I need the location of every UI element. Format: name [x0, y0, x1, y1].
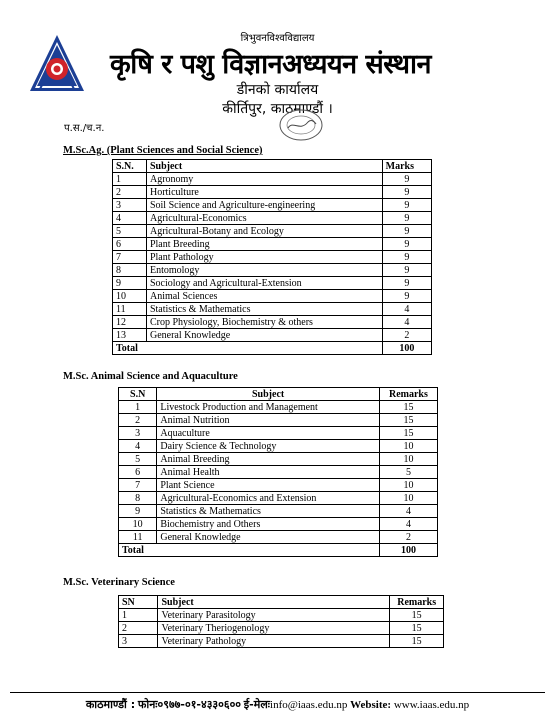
table-row	[119, 427, 438, 440]
sn-cell: 10	[113, 290, 147, 303]
sn-cell: 5	[119, 453, 157, 466]
sn-cell: 10	[119, 518, 157, 531]
subject-cell: Veterinary Pathology	[158, 635, 390, 648]
remarks-cell: 10	[379, 453, 437, 466]
marks-cell: 9	[382, 173, 431, 186]
sn-cell: 9	[119, 505, 157, 518]
office-name: डीनको कार्यालय	[236, 82, 319, 98]
table-row	[119, 453, 438, 466]
section-title: M.Sc.Ag. (Plant Sciences and Social Science)	[63, 145, 263, 156]
footer-phone: फोनः०९७७-०१-४३३०६००	[137, 698, 242, 711]
subject-cell: Agricultural-Economics	[146, 212, 382, 225]
subject-cell: Statistics & Mathematics	[157, 505, 380, 518]
table-row	[119, 466, 438, 479]
table-row	[119, 531, 438, 544]
table-row	[113, 277, 432, 290]
subject-cell: Agronomy	[146, 173, 382, 186]
table-row	[119, 492, 438, 505]
table-row	[113, 186, 432, 199]
column-header: Subject	[158, 596, 390, 609]
remarks-cell: 15	[390, 635, 444, 648]
sn-cell: 13	[113, 329, 147, 342]
sn-cell: 1	[113, 173, 147, 186]
subject-cell: Soil Science and Agriculture-engineering	[146, 199, 382, 212]
remarks-cell: 15	[390, 622, 444, 635]
subject-cell: Agricultural-Botany and Ecology	[146, 225, 382, 238]
marks-cell: 9	[382, 290, 431, 303]
marks-cell: 9	[382, 238, 431, 251]
remarks-cell: 15	[390, 609, 444, 622]
office-location: कीर्तिपुर, काठमाण्डौं ।	[222, 101, 333, 117]
table-row	[119, 635, 444, 648]
table-row	[113, 238, 432, 251]
table-row	[113, 251, 432, 264]
subject-cell: Veterinary Parasitology	[158, 609, 390, 622]
section-title: M.Sc. Veterinary Science	[63, 577, 175, 588]
sn-cell: 6	[113, 238, 147, 251]
table-row	[119, 440, 438, 453]
subject-cell: Veterinary Theriogenology	[158, 622, 390, 635]
sn-cell: 1	[119, 609, 158, 622]
sn-cell: 11	[113, 303, 147, 316]
total-row	[113, 342, 432, 355]
remarks-cell: 4	[379, 518, 437, 531]
subject-cell: Animal Nutrition	[157, 414, 380, 427]
total-value: 100	[379, 544, 437, 557]
column-header: Remarks	[390, 596, 444, 609]
sn-cell: 3	[113, 199, 147, 212]
footer-email-label: ई-मेलः	[243, 698, 271, 711]
column-header: Subject	[146, 160, 382, 173]
subject-cell: Animal Sciences	[146, 290, 382, 303]
marks-cell: 9	[382, 186, 431, 199]
table-row	[119, 518, 438, 531]
sn-cell: 1	[119, 401, 157, 414]
subject-cell: Plant Science	[157, 479, 380, 492]
table-row	[113, 212, 432, 225]
table-row	[119, 414, 438, 427]
table-row	[113, 316, 432, 329]
subject-cell: Livestock Production and Management	[157, 401, 380, 414]
remarks-cell: 15	[379, 427, 437, 440]
total-row	[119, 544, 438, 557]
sn-cell: 4	[113, 212, 147, 225]
remarks-cell: 10	[379, 492, 437, 505]
sn-cell: 8	[119, 492, 157, 505]
table-row	[113, 264, 432, 277]
marks-cell: 4	[382, 303, 431, 316]
subject-cell: Statistics & Mathematics	[146, 303, 382, 316]
subject-cell: Agricultural-Economics and Extension	[157, 492, 380, 505]
marks-cell: 4	[382, 316, 431, 329]
total-label: Total	[113, 342, 383, 355]
table-row	[119, 479, 438, 492]
sn-cell: 7	[113, 251, 147, 264]
marks-cell: 9	[382, 277, 431, 290]
table-row	[113, 303, 432, 316]
table-row	[113, 173, 432, 186]
remarks-cell: 15	[379, 401, 437, 414]
column-header: Marks	[382, 160, 431, 173]
sn-cell: 12	[113, 316, 147, 329]
marks-cell: 9	[382, 212, 431, 225]
remarks-cell: 10	[379, 440, 437, 453]
footer-website[interactable]: www.iaas.edu.np	[393, 699, 470, 711]
total-label: Total	[119, 544, 380, 557]
remarks-cell: 15	[379, 414, 437, 427]
table-row	[119, 609, 444, 622]
table-row	[119, 505, 438, 518]
footer-city: काठमाण्डौं :	[85, 698, 136, 711]
column-header: SN	[119, 596, 158, 609]
sn-cell: 2	[113, 186, 147, 199]
table-row	[119, 622, 444, 635]
remarks-cell: 2	[379, 531, 437, 544]
total-value: 100	[382, 342, 431, 355]
table-row	[113, 199, 432, 212]
table-row	[113, 329, 432, 342]
footer-website-label: Website:	[350, 699, 392, 711]
remarks-cell: 5	[379, 466, 437, 479]
column-header: S.N	[119, 388, 157, 401]
subject-cell: Sociology and Agricultural-Extension	[146, 277, 382, 290]
marks-cell: 9	[382, 225, 431, 238]
subject-cell: Horticulture	[146, 186, 382, 199]
remarks-cell: 10	[379, 479, 437, 492]
marks-cell: 2	[382, 329, 431, 342]
marks-cell: 9	[382, 264, 431, 277]
sn-cell: 11	[119, 531, 157, 544]
university-name: त्रिभुवनविश्वविद्यालय	[240, 33, 315, 44]
subject-cell: Biochemistry and Others	[157, 518, 380, 531]
footer-divider	[10, 692, 545, 693]
table-row	[113, 290, 432, 303]
sn-cell: 2	[119, 622, 158, 635]
subject-cell: Animal Health	[157, 466, 380, 479]
subject-cell: Crop Physiology, Biochemistry & others	[146, 316, 382, 329]
subject-cell: Entomology	[146, 264, 382, 277]
sn-cell: 7	[119, 479, 157, 492]
subject-cell: General Knowledge	[157, 531, 380, 544]
subject-cell: Plant Pathology	[146, 251, 382, 264]
subject-cell: Dairy Science & Technology	[157, 440, 380, 453]
sn-cell: 9	[113, 277, 147, 290]
sn-cell: 3	[119, 427, 157, 440]
subject-cell: Aquaculture	[157, 427, 380, 440]
remarks-cell: 4	[379, 505, 437, 518]
subject-cell: Plant Breeding	[146, 238, 382, 251]
sn-cell: 4	[119, 440, 157, 453]
column-header: Subject	[157, 388, 380, 401]
marks-cell: 9	[382, 199, 431, 212]
subjects-table	[118, 595, 444, 648]
footer	[0, 697, 555, 712]
column-header: S.N.	[113, 160, 147, 173]
office-stamp	[278, 108, 324, 142]
section-title: M.Sc. Animal Science and Aquaculture	[63, 371, 238, 382]
subject-cell: Animal Breeding	[157, 453, 380, 466]
subjects-table	[118, 387, 438, 557]
institute-name: कृषि र पशु विज्ञानअध्ययन संस्थान	[110, 49, 431, 80]
footer-email[interactable]: info@iaas.edu.np	[270, 699, 348, 711]
table-row	[119, 401, 438, 414]
sn-cell: 6	[119, 466, 157, 479]
sn-cell: 8	[113, 264, 147, 277]
sn-cell: 5	[113, 225, 147, 238]
table-row	[113, 225, 432, 238]
marks-cell: 9	[382, 251, 431, 264]
column-header: Remarks	[379, 388, 437, 401]
subject-cell: General Knowledge	[146, 329, 382, 342]
sn-cell: 3	[119, 635, 158, 648]
reference-number: प.स./च.न.	[64, 123, 105, 134]
subjects-table	[112, 159, 432, 355]
sn-cell: 2	[119, 414, 157, 427]
